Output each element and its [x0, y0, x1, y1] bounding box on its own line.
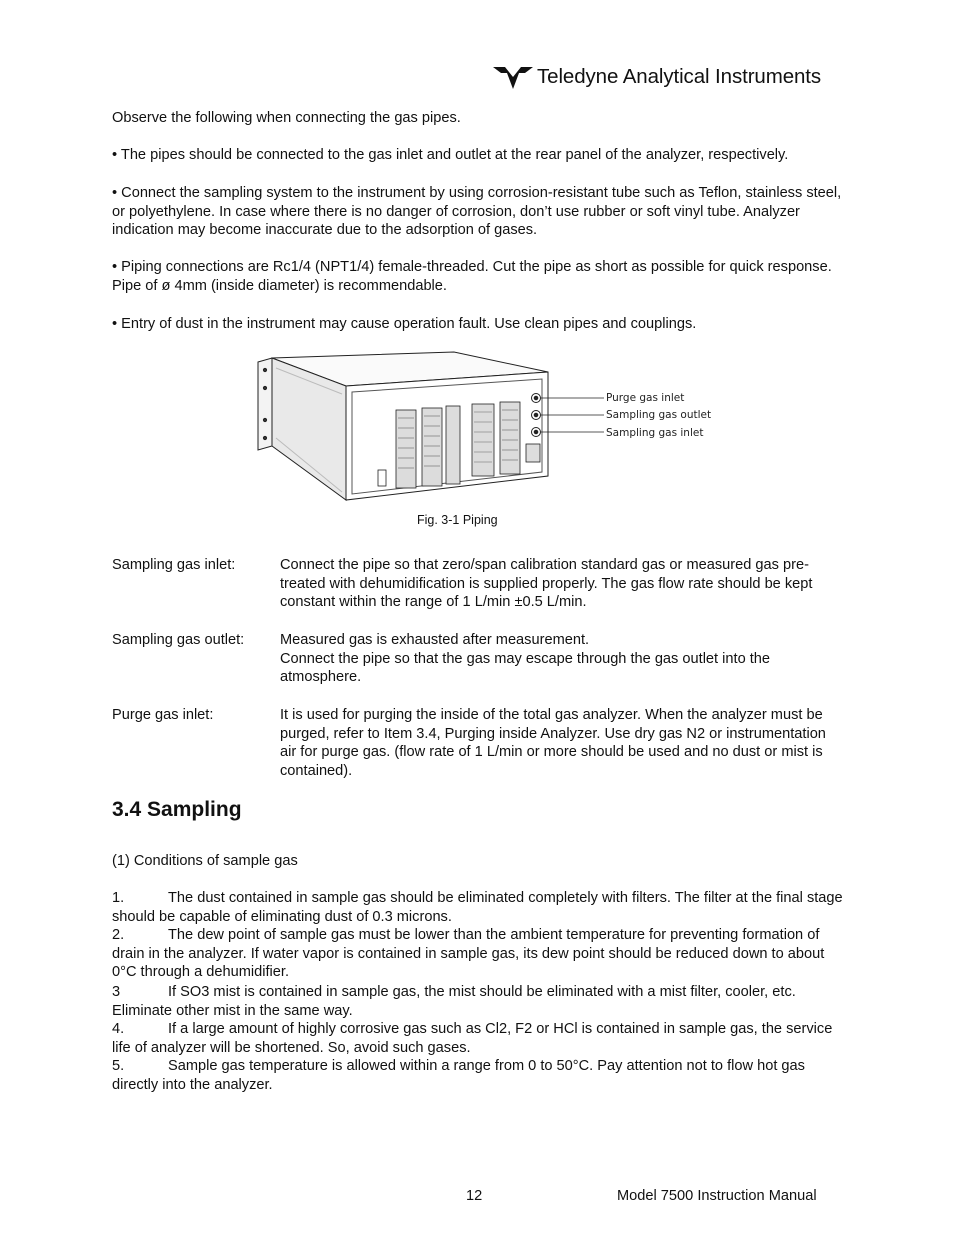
- definition-text: [280, 631, 845, 687]
- list-item: [112, 926, 847, 982]
- list-item-number: 2.: [112, 927, 125, 943]
- bullet-item: • Connect the sampling system to the instrument by using corrosion-resistant tube such as Teflon, stainless steel, or polyethylene. In case where there is no danger of corrosion, don’t use rubber or soft vinyl tube. Analyzer indication may become inaccurate due to the adsorption of gases.: [112, 185, 842, 239]
- definition-text: It is used for purging the inside of the total gas analyzer. When the analyzer must be purged, refer to Item 3.4, Purging inside Analyzer. Use dry gas N2 or instrumentation air for purge gas. (flow rate of 1 L/min or more should be used and no dust or mist is contained).: [280, 707, 826, 780]
- analyzer-rear-panel-figure: [256, 348, 716, 530]
- list-item-text: If SO3 mist is contained in sample gas, the mist should be eliminated with a mist filter, cooler, etc. Eliminate other mist in the same way.: [112, 984, 796, 1019]
- list-item-number: 3: [112, 984, 121, 1000]
- callout-leaders: [541, 398, 604, 432]
- teledyne-logo-icon: [492, 64, 534, 90]
- definition-line: Measured gas is exhausted after measurement.: [280, 632, 590, 648]
- list-item: [112, 983, 847, 1020]
- bullet-item: • Entry of dust in the instrument may cause operation fault. Use clean pipes and couplings.: [112, 316, 697, 332]
- list-item-text: The dew point of sample gas must be lower than the ambient temperature for preventing formation of drain in the analyzer. If water vapor is contained in sample gas, its dew point should be reduced down to about 0°C through a dehumidifier.: [112, 927, 825, 981]
- gas-ports: [532, 394, 541, 437]
- manual-title: Model 7500 Instruction Manual: [617, 1188, 817, 1204]
- definition-line: Connect the pipe so that the gas may escape through the gas outlet into the atmosphere.: [280, 650, 771, 686]
- section-heading: 3.4 Sampling: [112, 798, 242, 821]
- list-item-number: 4.: [112, 1021, 125, 1037]
- list-item: [112, 889, 847, 926]
- definition-term: Purge gas inlet:: [112, 707, 214, 723]
- list-item-number: 1.: [112, 890, 125, 906]
- list-item: [112, 1020, 847, 1057]
- list-item: [112, 1057, 847, 1094]
- brand-name: Teledyne Analytical Instruments: [537, 64, 822, 88]
- intro-paragraph: Observe the following when connecting the gas pipes.: [112, 110, 461, 126]
- figure-caption: Fig. 3-1 Piping: [417, 513, 498, 527]
- definition-text: Connect the pipe so that zero/span calibration standard gas or measured gas pre-treated with dehumidification is supplied properly. The gas flow rate should be kept constant within the range of 1 L/min ±0.5 L/min.: [280, 557, 813, 611]
- callout-purge-gas-inlet: Purge gas inlet: [606, 392, 685, 404]
- bullet-item: • The pipes should be connected to the gas inlet and outlet at the rear panel of the analyzer, respectively.: [112, 147, 789, 163]
- callout-sampling-gas-outlet: Sampling gas outlet: [606, 409, 712, 421]
- callout-sampling-gas-inlet: Sampling gas inlet: [606, 427, 704, 439]
- list-item-number: 5.: [112, 1058, 125, 1074]
- definition-term: Sampling gas outlet:: [112, 632, 245, 648]
- section-subheading: (1) Conditions of sample gas: [112, 853, 298, 869]
- page-header: [492, 64, 821, 90]
- list-item-text: If a large amount of highly corrosive gas such as Cl2, F2 or HCl is contained in sample gas, the service life of analyzer will be shortened. So, avoid such gases.: [112, 1021, 833, 1056]
- list-item-text: The dust contained in sample gas should be eliminated completely with filters. The filter at the final stage should be capable of eliminating dust of 0.3 microns.: [112, 890, 843, 925]
- definition-term: Sampling gas inlet:: [112, 557, 236, 573]
- page-number: 12: [466, 1188, 483, 1204]
- bullet-item: • Piping connections are Rc1/4 (NPT1/4) female-threaded. Cut the pipe as short as possible for quick response. Pipe of ø 4mm (inside diameter) is recommendable.: [112, 259, 832, 294]
- list-item-text: Sample gas temperature is allowed within a range from 0 to 50°C. Pay attention not to flow hot gas directly into the analyzer.: [112, 1058, 805, 1093]
